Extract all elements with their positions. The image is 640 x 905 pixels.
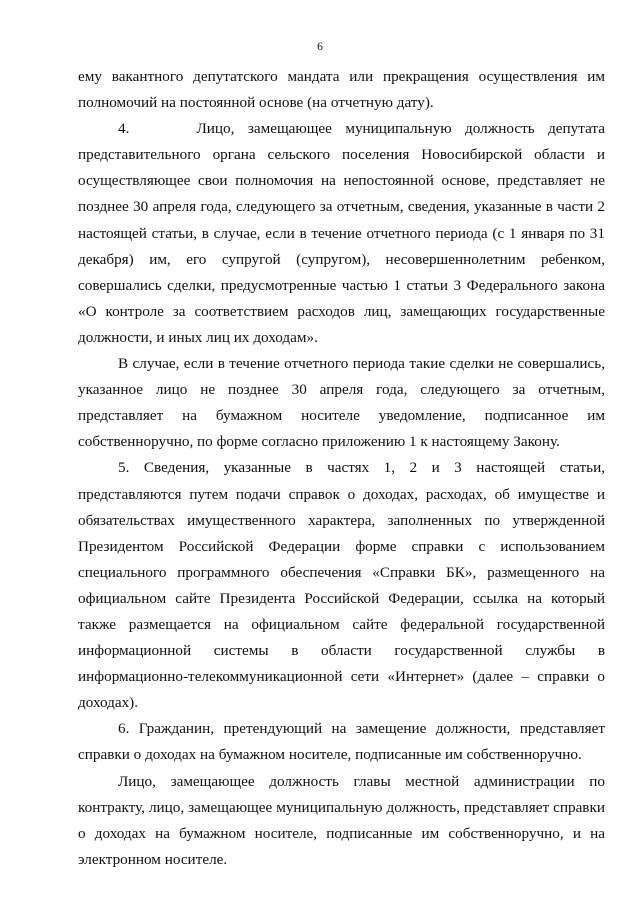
document-body — [78, 64, 605, 873]
paragraph-item-6: 6. Гражданин, претендующий на замещение должности, представляет справки о доходах на бумажном носителе, подписанные им собственноручно. — [78, 720, 605, 764]
page-number: 6 — [317, 41, 323, 53]
paragraph-item-4: 4. Лицо, замещающее муниципальную должность депутата представительного органа сельского поселения Новосибирской области и осуществляющее свои полномочия на непостоянной основе, представляет не позднее 30 апреля года, следующего за отчетным, сведения, указанные в части 2 настоящей статьи, в случае, если в течение отчетного периода (с 1 января по 31 декабря) им, его супругой (супругом), несовершеннолетним ребенком, совершались сделки, предусмотренные частью 1 статьи 3 Федерального закона «О контроле за соответствием расходов лиц, замещающих государственные должности, и иных лиц их доходам». — [78, 120, 605, 346]
paragraph-head-of-administration: Лицо, замещающее должность главы местной администрации по контракту, лицо, замещающее муниципальную должность, представляет справки о доходах на бумажном носителе, подписанные им собственноручно, и на электронном носителе. — [78, 772, 605, 868]
paragraph-no-transactions: В случае, если в течение отчетного периода такие сделки не совершались, указанное лицо не позднее 30 апреля года, следующего за отчетным, представляет на бумажном носителе уведомление, подписанное им собственноручно, по форме согласно приложению 1 к настоящему Закону. — [78, 355, 605, 451]
paragraph-continuation: ему вакантного депутатского мандата или прекращения осуществления им полномочий на постоянной основе (на отчетную дату). — [78, 68, 605, 112]
paragraph-item-5: 5. Сведения, указанные в частях 1, 2 и 3 настоящей статьи, представляются путем подачи справок о доходах, расходах, об имуществе и обязательствах имущественного характера, заполненных по утвержденной Президентом Российской Федерации форме справки с использованием специального программного обеспечения «Справки БК», размещенного на официальном сайте Президента Российской Федерации, ссылка на который также размещается на официальном сайте федеральной государственной информационной системы в области государственной службы в информационно-телекоммуникационной сети «Интернет» (далее – справки о доходах). — [78, 459, 605, 712]
